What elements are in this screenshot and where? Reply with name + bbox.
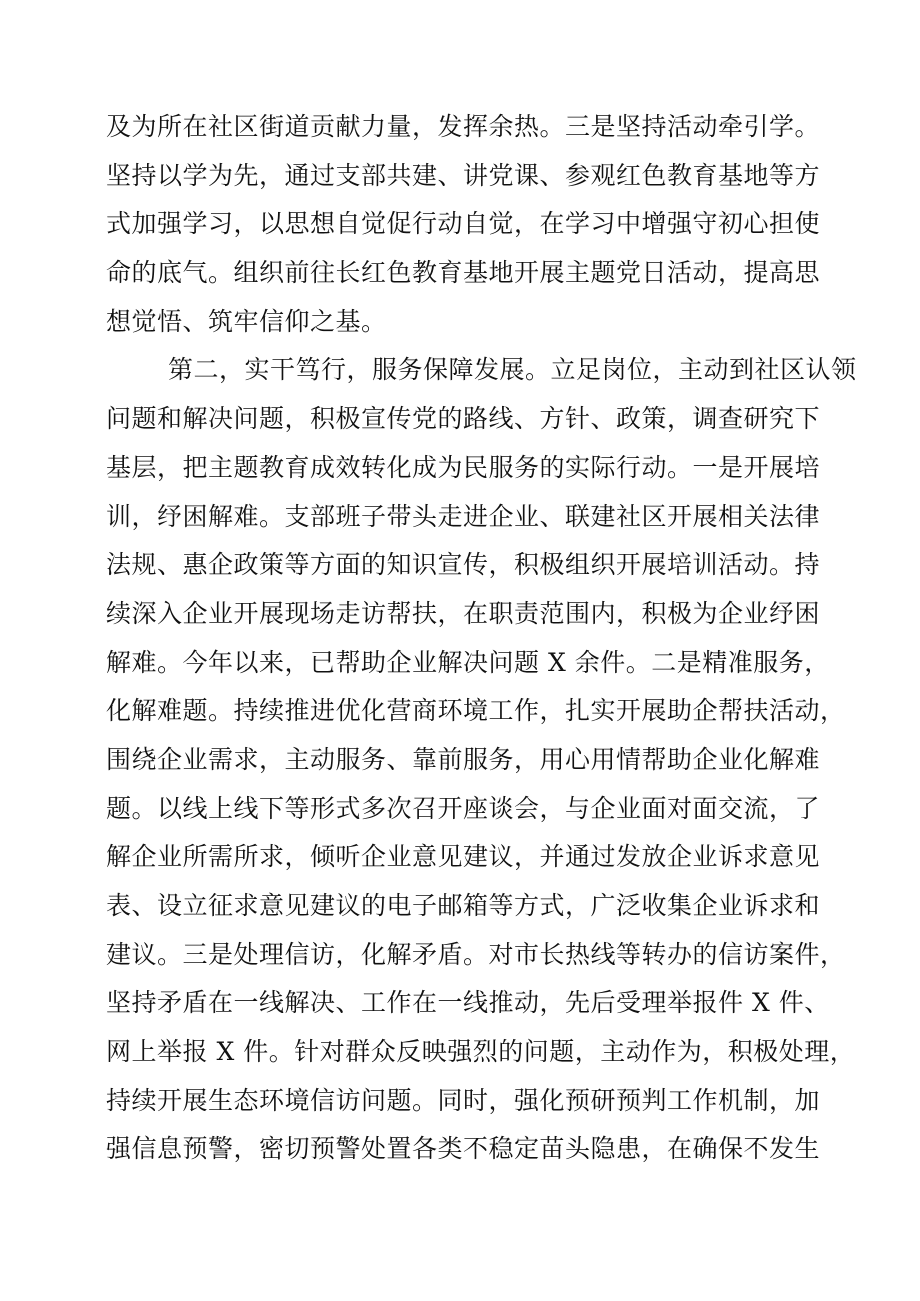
text-line: 建议。三是处理信访，化解矛盾。对市长热线等转办的信访案件， [106,939,846,969]
text-line: 式加强学习，以思想自觉促行动自觉，在学习中增强守初心担使 [106,209,821,239]
text-line: 法规、惠企政策等方面的知识宣传，积极组织开展培训活动。持 [106,550,821,580]
text-line: 坚持矛盾在一线解决、工作在一线推动，先后受理举报件 X 件、 [106,988,830,1018]
text-line: 围绕企业需求，主动服务、靠前服务，用心用情帮助企业化解难 [106,744,821,774]
text-line: 命的底气。组织前往长红色教育基地开展主题党日活动，提高思 [106,258,821,288]
text-line: 表、设立征求意见建议的电子邮箱等方式，广泛收集企业诉求和 [106,891,821,920]
text-line: 想觉悟、筑牢信仰之基。 [106,306,387,336]
text-line: 基层，把主题教育成效转化成为民服务的实际行动。一是开展培 [106,452,821,482]
text-line: 训，纾困解难。支部班子带头走进企业、联建社区开展相关法律 [106,501,821,531]
text-line: 续深入企业开展现场走访帮扶，在职责范围内，积极为企业纾困 [106,598,821,628]
text-line: 解企业所需所求，倾听企业意见建议，并通过发放企业诉求意见 [106,842,821,872]
paragraph-1 [106,103,821,346]
text-line: 问题和解决问题，积极宣传党的路线、方针、政策，调查研究下 [106,404,821,434]
text-line: 网上举报 X 件。针对群众反映强烈的问题，主动作为，积极处理， [106,1037,856,1067]
document-body [106,103,857,1174]
text-line: 解难。今年以来，已帮助企业解决问题 X 余件。二是精准服务， [106,647,830,677]
text-line: 题。以线上线下等形式多次召开座谈会，与企业面对面交流，了 [106,793,821,823]
paragraph-2 [106,346,857,1174]
text-line: 持续开展生态环境信访问题。同时，强化预研预判工作机制，加 [106,1085,821,1115]
text-line: 坚持以学为先，通过支部共建、讲党课、参观红色教育基地等方 [106,160,821,190]
text-line: 及为所在社区街道贡献力量，发挥余热。三是坚持活动牵引学。 [106,112,821,141]
text-line: 强信息预警，密切预警处置各类不稳定苗头隐患，在确保不发生 [106,1134,821,1164]
text-line: 化解难题。持续推进优化营商环境工作，扎实开展助企帮扶活动， [106,696,846,726]
text-line: 第二，实干笃行，服务保障发展。立足岗位，主动到社区认领 [168,355,857,385]
